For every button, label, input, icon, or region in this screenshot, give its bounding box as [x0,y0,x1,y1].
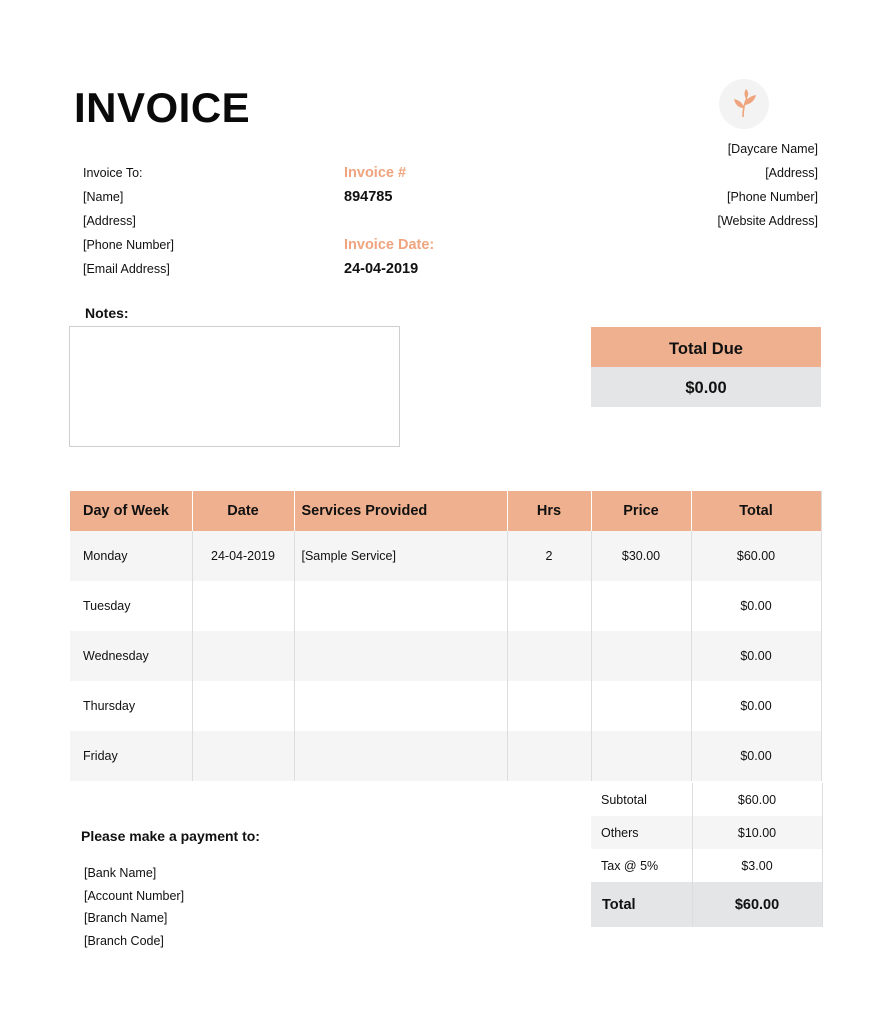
cell-total: $0.00 [691,731,821,781]
cell-total: $0.00 [691,581,821,631]
payment-details [84,862,184,953]
others-label: Others [591,816,692,849]
tax-value: $3.00 [692,849,822,882]
header-date: Date [192,491,294,531]
header-hrs: Hrs [507,491,591,531]
cell-price [591,631,691,681]
cell-hrs [507,731,591,781]
header-day: Day of Week [70,491,192,531]
bill-to-block [83,161,174,281]
total-due-value: $0.00 [591,367,821,407]
bill-to-email: [Email Address] [83,262,170,276]
cell-day: Wednesday [70,631,192,681]
cell-service: [Sample Service] [294,531,507,581]
notes-label: Notes: [85,305,129,321]
invoice-title: INVOICE [74,84,251,131]
table-row [70,581,821,631]
company-name: [Daycare Name] [727,142,818,156]
subtotal-row [591,783,822,816]
cell-price [591,731,691,781]
cell-day: Tuesday [70,581,192,631]
cell-total: $0.00 [691,681,821,731]
account-number: [Account Number] [84,888,185,903]
company-logo [719,79,769,129]
subtotal-label: Subtotal [591,783,692,816]
table-row [70,731,821,781]
cell-price [591,681,691,731]
table-row [70,681,821,731]
cell-date [192,731,294,781]
invoice-date-label: Invoice Date: [344,237,435,253]
invoice-date-value: 24-04-2019 [344,261,419,277]
subtotal-value: $60.00 [692,783,822,816]
header-total: Total [691,491,821,531]
cell-date [192,581,294,631]
others-row [591,816,822,849]
cell-total: $60.00 [691,531,821,581]
cell-date [192,681,294,731]
payment-heading: Please make a payment to: [81,828,260,844]
cell-service [294,731,507,781]
cell-service [294,681,507,731]
cell-service [294,581,507,631]
services-table [70,491,822,781]
grand-total-row [591,882,822,927]
leaf-sprout-icon [728,88,760,120]
tax-row [591,849,822,882]
grand-total-label: Total [591,882,692,927]
cell-date [192,631,294,681]
bill-to-phone: [Phone Number] [83,238,175,252]
company-address: [Address] [765,166,818,180]
cell-day: Friday [70,731,192,781]
branch-code: [Branch Code] [84,934,164,949]
bill-to-name: [Name] [83,190,124,204]
bill-to-heading: Invoice To: [83,166,143,180]
grand-total-value: $60.00 [692,882,822,927]
table-row [70,631,821,681]
cell-total: $0.00 [691,631,821,681]
cell-service [294,631,507,681]
others-value: $10.00 [692,816,822,849]
cell-day: Monday [70,531,192,581]
summary-table [591,783,823,927]
company-website: [Website Address] [717,214,818,228]
bank-name: [Bank Name] [84,866,157,880]
cell-hrs [507,681,591,731]
notes-box[interactable] [69,326,400,447]
tax-label: Tax @ 5% [591,849,692,882]
cell-hrs: 2 [507,531,591,581]
company-phone: [Phone Number] [726,190,818,204]
branch-name: [Branch Name] [84,911,168,926]
company-block [717,137,818,233]
cell-hrs [507,581,591,631]
cell-day: Thursday [70,681,192,731]
header-services: Services Provided [294,491,507,531]
invoice-number-value: 894785 [344,189,393,205]
invoice-number-label: Invoice # [344,165,407,181]
cell-price: $30.00 [591,531,691,581]
cell-hrs [507,631,591,681]
table-row [70,531,821,581]
total-due-label: Total Due [591,327,821,367]
cell-date: 24-04-2019 [192,531,294,581]
table-header-row [70,491,821,531]
cell-price [591,581,691,631]
header-price: Price [591,491,691,531]
bill-to-address: [Address] [83,214,136,228]
